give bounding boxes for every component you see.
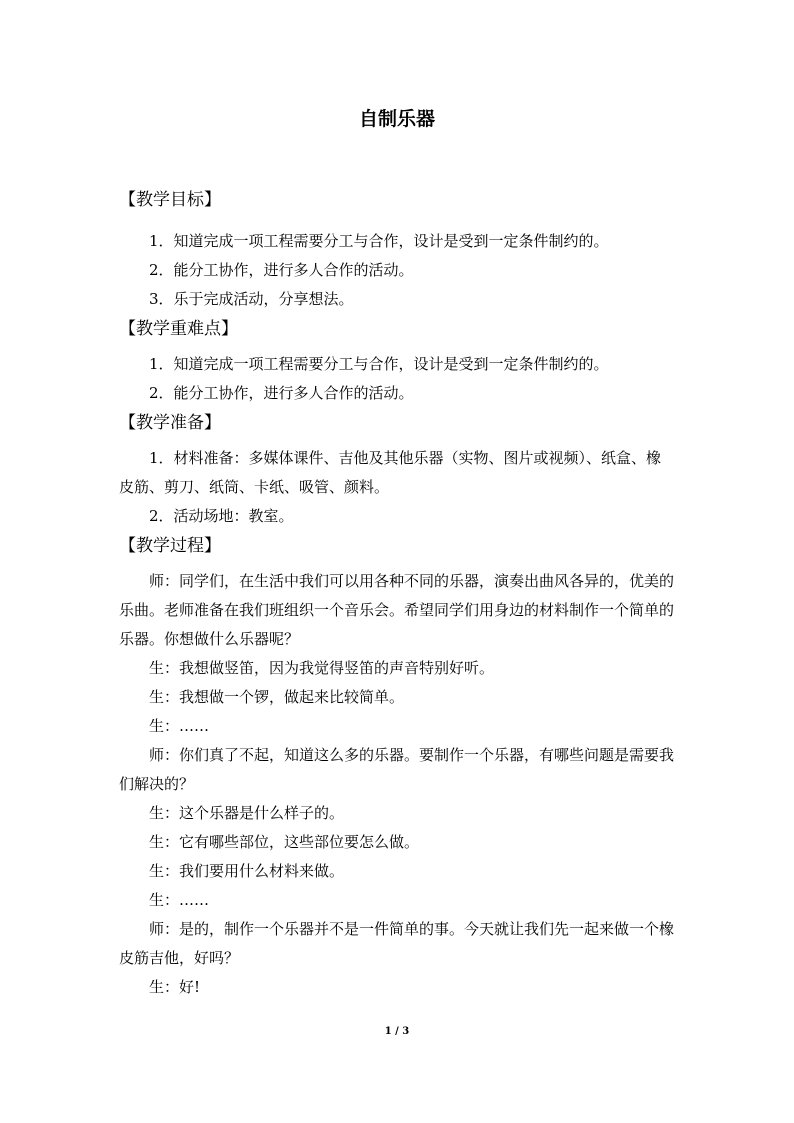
preparation-item-2: 2．活动场地：教室。 [149,507,294,525]
section-heading-key-points: 【教学重难点】 [119,319,238,339]
dialogue-paragraph: 生：好! [149,978,201,996]
document-title: 自制乐器 [358,108,435,130]
page-number: 1 / 3 [384,1026,410,1037]
dialogue-paragraph: 师：同学们，在生活中我们可以用各种不同的乐器，演奏出曲风各异的，优美的乐曲。老师准备在我们班组织一个音乐会。希望同学们用身边的材料制作一个简单的乐器。你想做什么乐器呢？ [119,572,675,648]
dialogue-paragraph: 师：你们真了不起，知道这么多的乐器。要制作一个乐器，有哪些问题是需要我们解决的？ [119,746,675,793]
dialogue-paragraph: 生：…… [149,891,210,909]
key-point-item-1: 1．知道完成一项工程需要分工与合作，设计是受到一定条件制约的。 [149,355,609,373]
section-heading-objectives: 【教学目标】 [119,190,221,210]
dialogue-paragraph: 生：它有哪些部位，这些部位要怎么做。 [149,833,420,851]
dialogue-paragraph: 生：我想做竖笛，因为我觉得竖笛的声音特别好听。 [149,659,495,677]
objective-item-2: 2．能分工协作，进行多人合作的活动。 [149,261,414,279]
objective-item-3: 3．乐于完成活动，分享想法。 [149,290,354,308]
document-body [119,185,675,1002]
objective-item-1: 1．知道完成一项工程需要分工与合作，设计是受到一定条件制约的。 [149,232,609,250]
dialogue-paragraph: 生：…… [149,717,210,735]
dialogue-paragraph: 生：我想做一个锣，做起来比较简单。 [149,688,405,706]
dialogue-paragraph: 生：这个乐器是什么样子的。 [149,804,345,822]
preparation-item-1: 1．材料准备：多媒体课件、吉他及其他乐器（实物、图片或视频）、纸盒、橡皮筋、剪刀、纸筒、卡纸、吸管、颜料。 [119,449,662,496]
section-heading-process: 【教学过程】 [119,536,221,556]
key-point-item-2: 2．能分工协作，进行多人合作的活动。 [149,384,414,402]
section-heading-preparation: 【教学准备】 [119,413,221,433]
dialogue-paragraph: 生：我们要用什么材料来做。 [149,862,345,880]
dialogue-paragraph: 师：是的，制作一个乐器并不是一件简单的事。今天就让我们先一起来做一个橡皮筋吉他，好吗？ [119,920,675,967]
